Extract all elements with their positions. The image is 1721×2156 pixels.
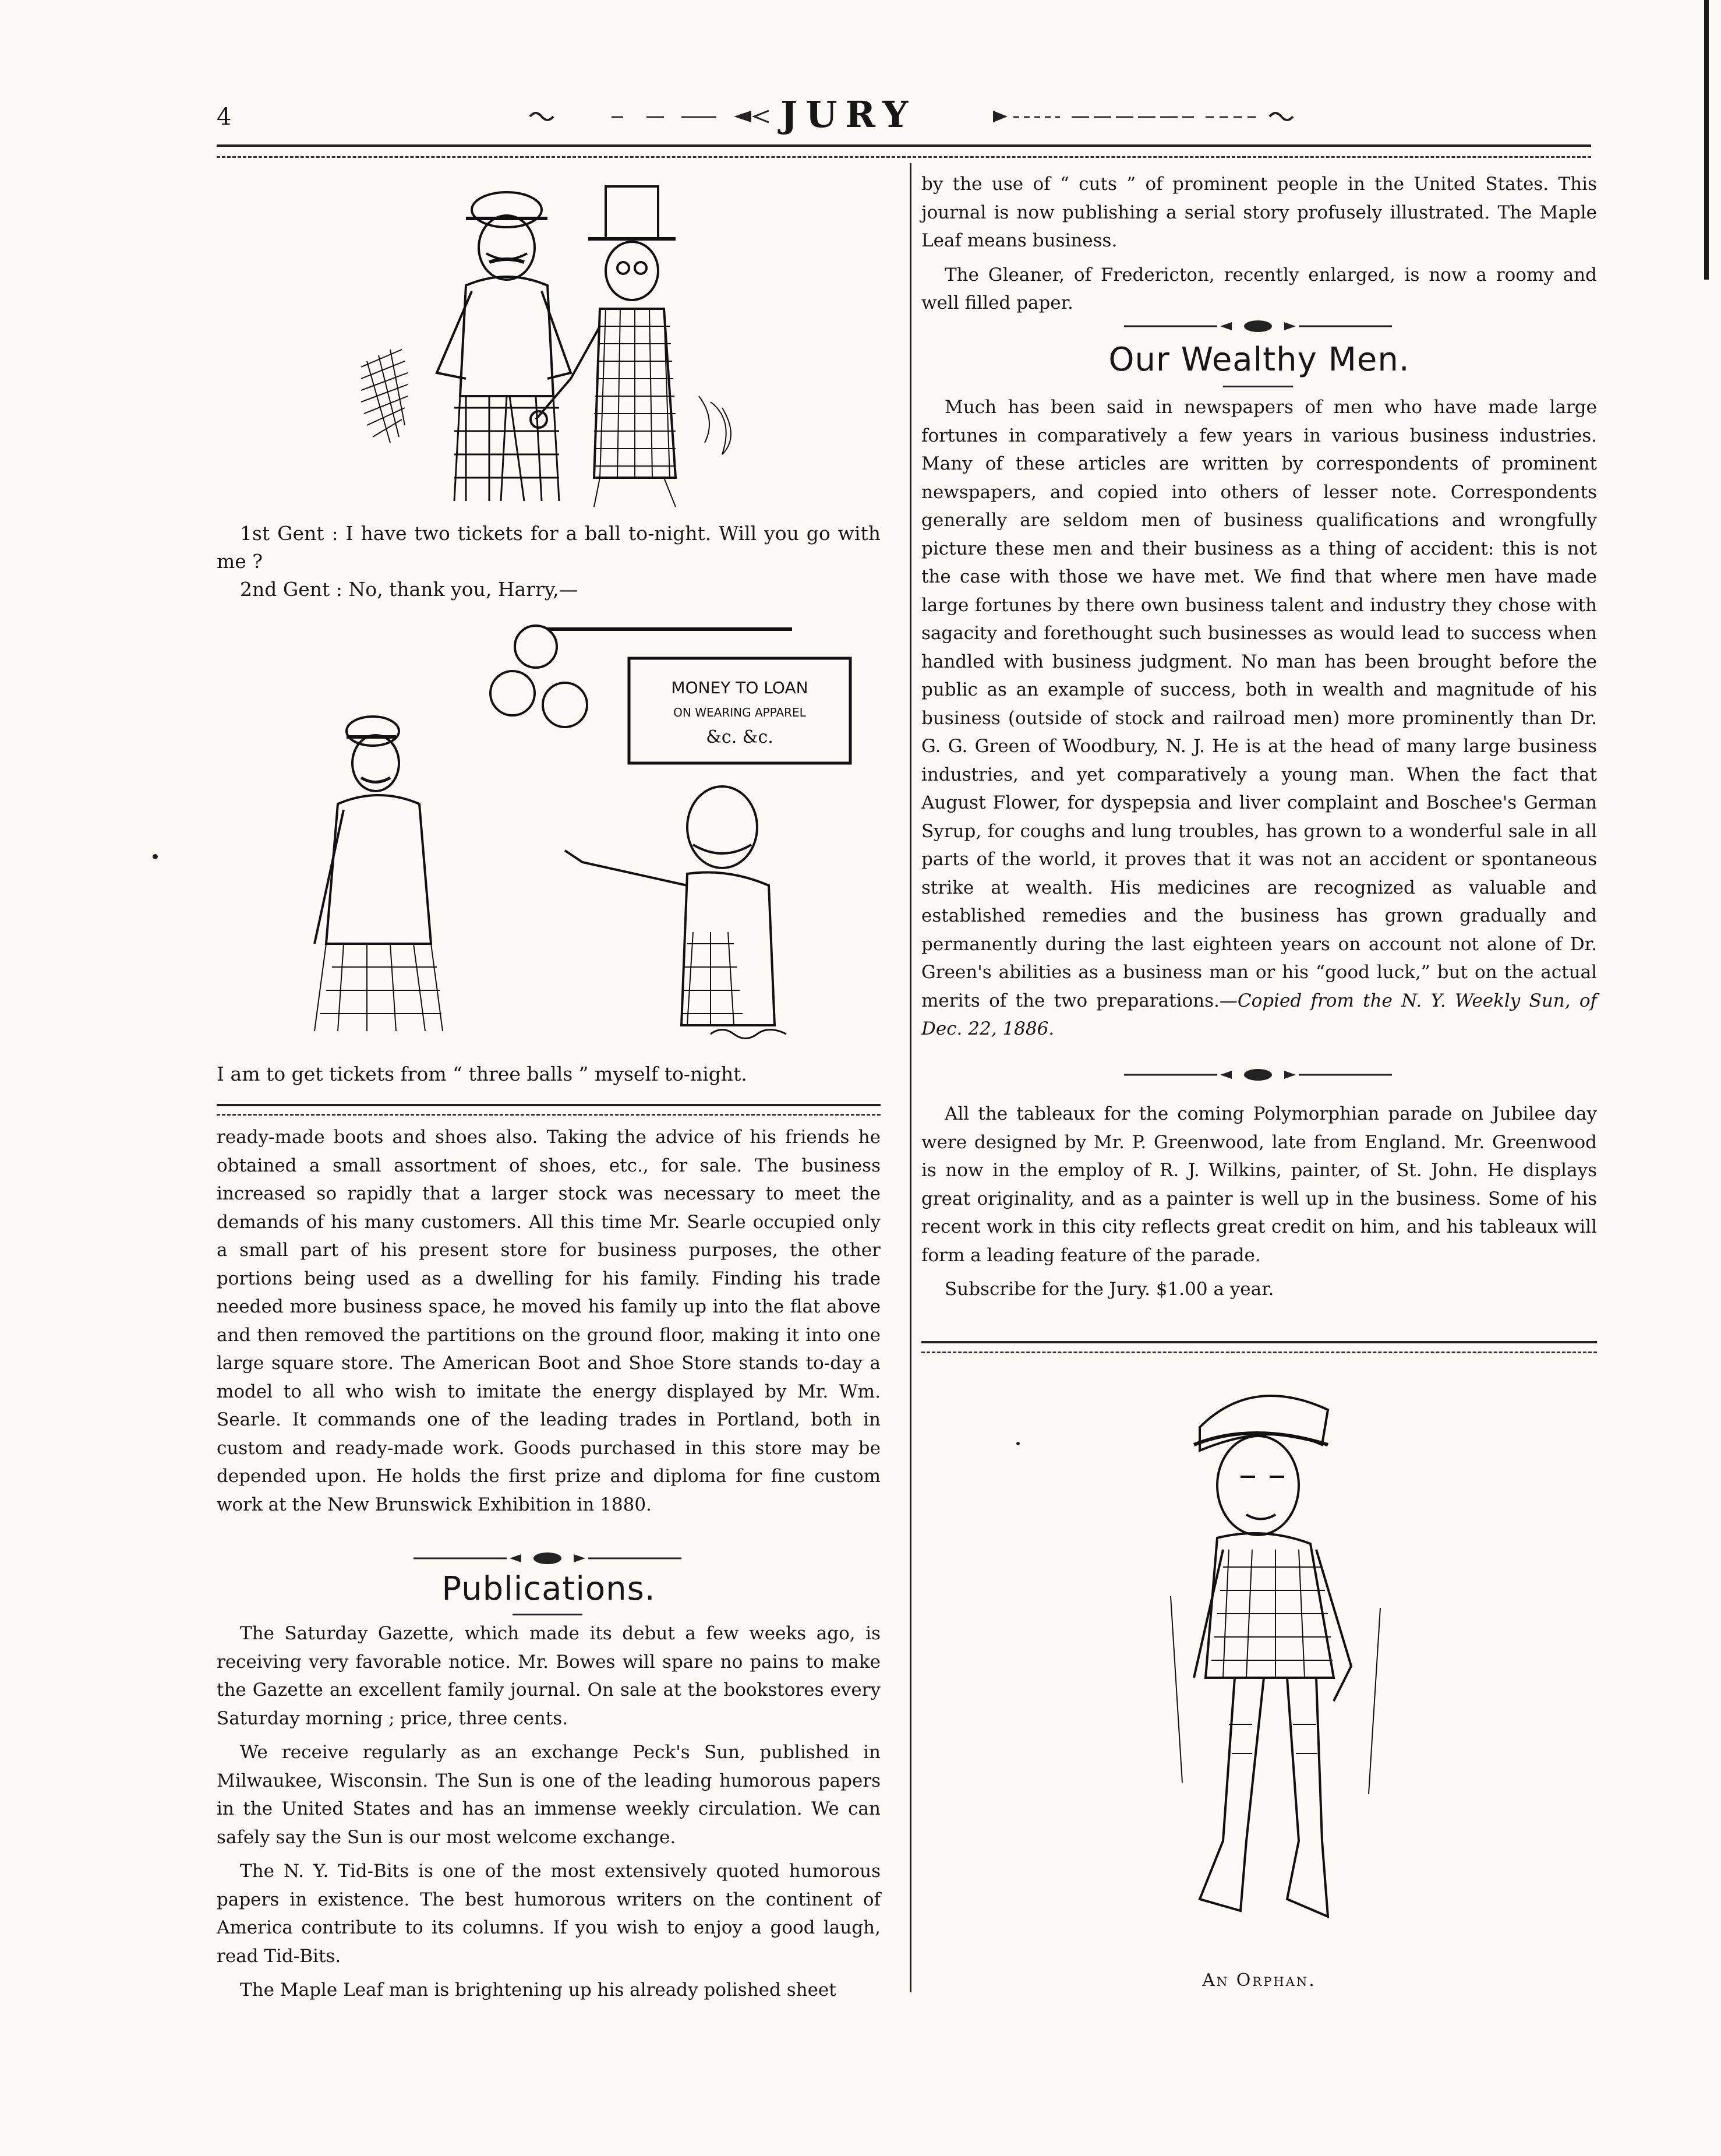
scan-mark-2	[1016, 1442, 1020, 1445]
maple-leaf-continued: by the use of “ cuts ” of prominent people in the United States. This journal is now publishing a serial story profusely illustrated. The Maple Leaf means business.	[921, 174, 1597, 251]
cartoon-two-gentlemen	[349, 175, 792, 513]
cartoon-pawnshop	[280, 617, 862, 1060]
cartoon-caption-line-2: 2nd Gent : No, thank you, Harry,—	[240, 578, 578, 601]
tableaux-text	[921, 1100, 1597, 1304]
orphan-illustration	[1159, 1375, 1404, 1957]
wealthy-men-heading: Our Wealthy Men.	[1108, 341, 1410, 379]
publications-heading-underline	[513, 1614, 582, 1615]
pub-paragraph-tid-bits: The N. Y. Tid-Bits is one of the most extensively quoted humorous papers in existence. The best humorous writers on the continent of America contribute to its columns. If you wish to enjoy a good laugh, read Tid-Bits.	[217, 1861, 881, 1967]
right-section-rule-a	[921, 1341, 1597, 1343]
header-rule-dashed	[217, 156, 1591, 158]
right-section-rule-b	[921, 1352, 1597, 1353]
wealthy-heading-underline	[1223, 386, 1293, 387]
page-number: 4	[217, 104, 232, 130]
publications-heading: Publications.	[441, 1570, 656, 1608]
searle-paragraph: ready-made boots and shoes also. Taking the advice of his friends he obtained a small assortment of shoes, etc., for sale. The business increased so rapidly that a larger stock was necessary to meet the demands of his many customers. All this time Mr. Searle occupied only a small part of his present store for business purposes, the other portions being used as a dwelling for his family. Finding his trade needed more business space, he moved his family up into the flat above and then removed the partitions on the ground floor, making it into one large square store. The American Boot and Shoe Store stands to-day a model to all who wish to imitate the energy displayed by Mr. Wm. Searle. It commands one of the leading trades in Portland, both in custom and ready-made work. Goods purchased in this store may be depended upon. He holds the first prize and diploma for fine custom work at the New Brunswick Exhibition in 1880.	[217, 1127, 881, 1515]
divider-ornament-wealthy	[1118, 317, 1398, 335]
divider-ornament-publications	[408, 1550, 687, 1567]
scan-edge-mark	[1704, 0, 1709, 280]
wealthy-men-source: Copied from the N. Y. Weekly Sun, of Dec. 22, 1886.	[921, 990, 1597, 1039]
publications-text	[217, 1619, 881, 2005]
pub-paragraph-pecks-sun: We receive regularly as an exchange Peck's Sun, published in Milwaukee, Wisconsin. The Sun is one of the leading humorous papers in the United States and has an immense weekly circulation. We can safely say the Sun is our most welcome exchange.	[217, 1742, 881, 1848]
cartoon-caption-line-3: I am to get tickets from “ three balls ” myself to-night.	[217, 1063, 747, 1085]
orphan-caption: An Orphan.	[1202, 1970, 1316, 1991]
cartoon-caption-line-1: 1st Gent : I have two tickets for a ball to-night. Will you go with me ?	[217, 522, 881, 573]
column-divider	[910, 163, 911, 1992]
left-column-text	[217, 1123, 881, 1519]
header-rule-top	[217, 144, 1591, 147]
wealthy-men-text	[921, 393, 1597, 1043]
tableaux-paragraph: All the tableaux for the coming Polymorphian parade on Jubilee day were designed by Mr. P. Greenwood, late from England. Mr. Greenwood is now in the employ of R. J. Wilkins, painter, of St. John. He displays great originality, and as a painter is well up in the business. Some of his recent work in this city reflects great credit on him, and his tableaux will form a leading feature of the parade.	[921, 1103, 1597, 1266]
masthead-title: JURY	[780, 93, 917, 136]
divider-ornament-tableaux	[1118, 1066, 1398, 1084]
gleaner-paragraph: The Gleaner, of Fredericton, recently enlarged, is now a roomy and well filled paper.	[921, 264, 1597, 313]
masthead-ornament-left	[524, 108, 780, 125]
subscribe-line: Subscribe for the Jury. $1.00 a year.	[945, 1279, 1274, 1300]
pub-paragraph-saturday-gazette: The Saturday Gazette, which made its debut a few weeks ago, is receiving very favorable notice. Mr. Bowes will spare no pains to make the Gazette an excellent family journal. On sale at the bookstores every Saturday morning ; price, three cents.	[217, 1623, 881, 1729]
right-column-top-text	[921, 170, 1597, 317]
svg-text:&c. &c.: &c. &c.	[706, 727, 773, 747]
svg-text:ON WEARING APPAREL: ON WEARING APPAREL	[673, 705, 806, 719]
scan-mark-1	[153, 854, 158, 859]
wealthy-men-paragraph: Much has been said in newspapers of men who have made large fortunes in comparatively a few years in various business industries. Many of these articles are written by correspondents of prominent newspapers, and copied into others of lesser note. Correspondents generally are seldom men of business qualifications and wrongfully picture these men and their business as a thing of accident: this is not the case with those we have met. We find that where men have made large fortunes by there own business talent and industry they chose with sagacity and forethought such businesses as would lead to success when handled with business judgment. No man has been brought before the public as an example of success, both in wealth and magnitude of his business (outside of stock and railroad men) more prominently than Dr. G. G. Green of Woodbury, N. J. He is at the head of many large business industries, and yet comparatively a young man. When the fact that August Flower, for dyspepsia and liver complaint and Boschee's German Syrup, for coughs and lung troubles, has grown to a wonderful sale in all parts of the world, it proves that it was not an accident or spontaneous strike at wealth. His medicines are recognized as valuable and established remedies and the business has grown gradually and permanently during the last eighteen years on account not alone of Dr. Green's abilities as a business man or his “good luck,” but on the actual merits of the two preparations.—	[921, 397, 1597, 1011]
cartoon-rule-b	[217, 1114, 881, 1116]
cartoon-rule-a	[217, 1104, 881, 1106]
pawnshop-sign-text: MONEY TO LOAN	[671, 678, 808, 697]
pub-paragraph-maple-leaf: The Maple Leaf man is brightening up his already polished sheet	[240, 1979, 836, 2000]
masthead-ornament-right	[990, 108, 1316, 125]
